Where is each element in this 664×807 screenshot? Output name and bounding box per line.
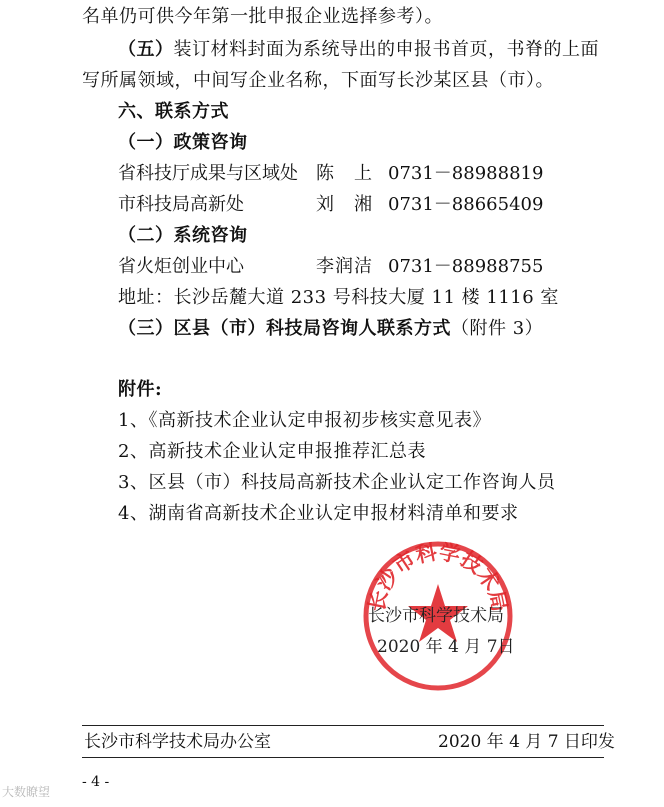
paragraph-line bbox=[118, 39, 599, 61]
attachment-item: 4、湖南省高新技术企业认定申报材料清单和要求 bbox=[118, 503, 519, 524]
attachment-item: 3、区县（市）科技局高新技术企业认定工作咨询人员 bbox=[118, 472, 556, 493]
item-text: 装订材料封面为系统导出的申报书首页，书脊的上面 bbox=[173, 39, 599, 60]
contact-person: 刘 湘 bbox=[316, 194, 373, 215]
paragraph-line: 名单仍可供今年第一批申报企业选择参考）。 bbox=[82, 6, 443, 27]
address-line: 地址：长沙岳麓大道 233 号科技大厦 11 楼 1116 室 bbox=[118, 287, 559, 308]
attachment-ref: （附件 3） bbox=[451, 318, 544, 339]
section-heading: 六、联系方式 bbox=[118, 101, 229, 122]
page-number: - 4 - bbox=[82, 774, 110, 790]
contact-org: 省火炬创业中心 bbox=[118, 256, 244, 277]
contact-row bbox=[0, 194, 664, 216]
attachment-item: 2、高新技术企业认定申报推荐汇总表 bbox=[118, 441, 426, 462]
subsection-heading: （二）系统咨询 bbox=[118, 225, 248, 246]
attachment-item: 1、《高新技术企业认定申报初步核实意见表》 bbox=[118, 410, 491, 431]
subsection-heading: （三）区县（市）科技局咨询人联系方式 bbox=[118, 318, 451, 339]
contact-row bbox=[0, 163, 664, 185]
contact-phone: 0731－88988819 bbox=[388, 163, 544, 184]
subsection-line bbox=[118, 318, 543, 340]
contact-phone: 0731－88665409 bbox=[388, 194, 544, 215]
seal-text: 长沙市科学技术局 bbox=[363, 540, 513, 614]
signature-date: 2020 年 4 月 7日 bbox=[377, 637, 515, 657]
contact-org: 市科技局高新处 bbox=[118, 194, 244, 215]
contact-org: 省科技厅成果与区域处 bbox=[118, 163, 298, 184]
footer-print-date: 2020 年 4 月 7 日印发 bbox=[438, 732, 615, 752]
signature-org: 长沙市科学技术局 bbox=[368, 606, 504, 626]
attachments-heading: 附件: bbox=[118, 379, 163, 400]
footer-office: 长沙市科学技术局办公室 bbox=[84, 732, 271, 752]
contact-row bbox=[0, 256, 664, 278]
paragraph-line: 写所属领域，中间写企业名称，下面写长沙某区县（市）。 bbox=[82, 70, 554, 91]
subsection-heading: （一）政策咨询 bbox=[118, 132, 248, 153]
footer-bottom-rule bbox=[82, 757, 604, 758]
contact-person: 陈 上 bbox=[316, 163, 373, 184]
watermark: 大数瞭望 bbox=[2, 785, 51, 799]
item-number: （五） bbox=[118, 39, 174, 60]
footer-top-rule bbox=[82, 725, 604, 726]
contact-person: 李润洁 bbox=[316, 256, 373, 277]
contact-phone: 0731－88988755 bbox=[388, 256, 544, 277]
